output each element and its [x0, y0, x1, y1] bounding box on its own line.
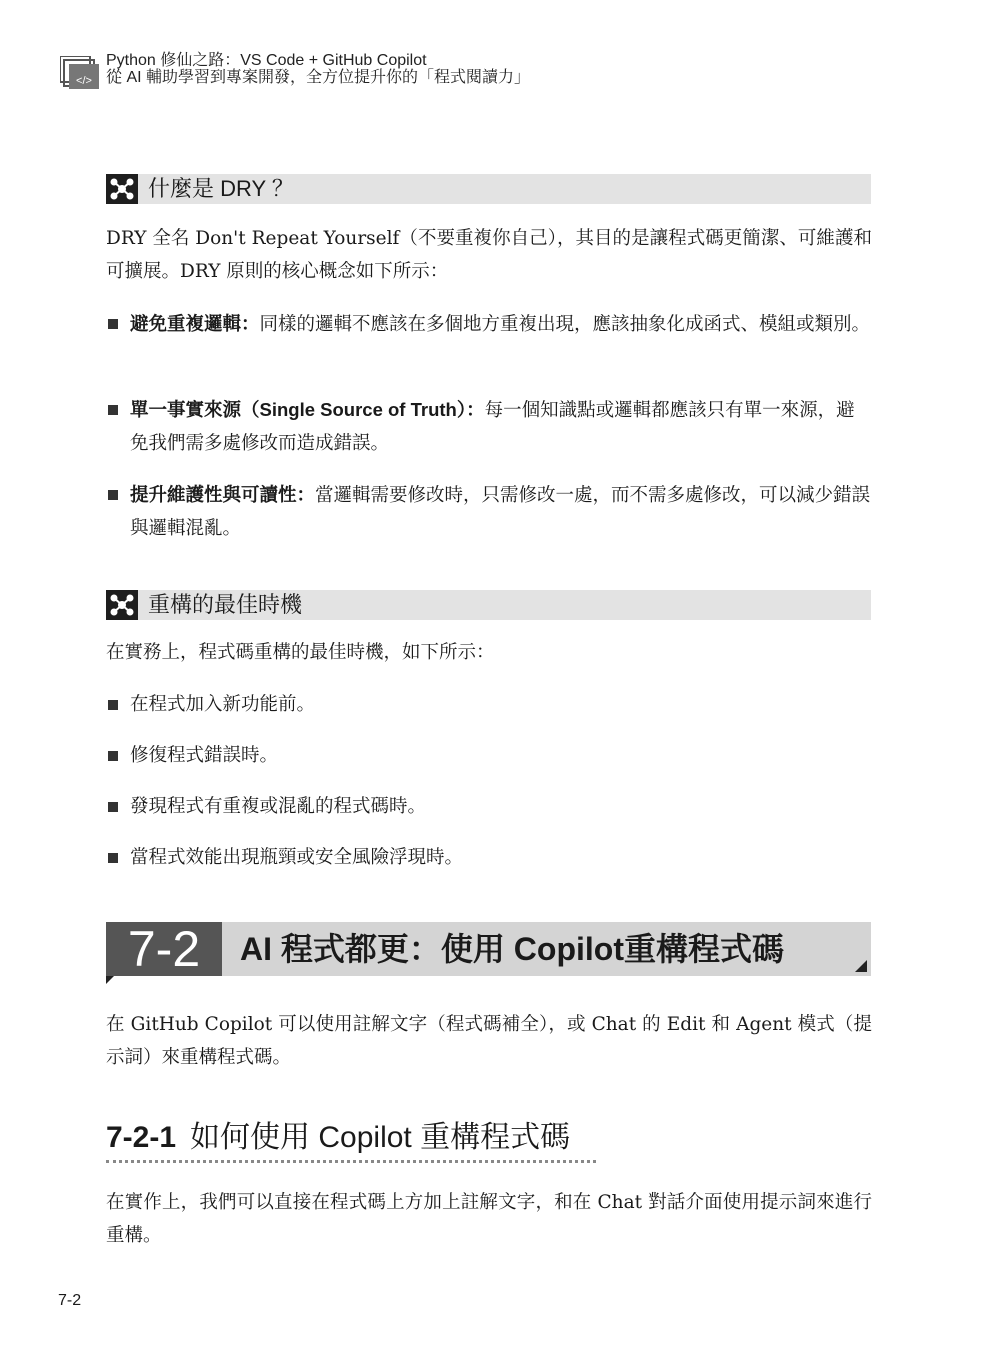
list-item [106, 478, 872, 545]
section-title: 重構的最佳時機 [148, 592, 303, 617]
svg-text:</>: </> [76, 75, 92, 87]
list-item [106, 739, 872, 772]
paragraph: 在 GitHub Copilot 可以使用註解文字（程式碼補全），或 Chat 的 Edit 和 Agent 模式（提示詞）來重構程式碼。 [106, 1014, 872, 1068]
list-item [106, 790, 872, 823]
dotted-divider [106, 1160, 596, 1163]
book-subtitle: 從 AI 輔助學習到專案開發，全方位提升你的「程式閱讀力」 [106, 69, 531, 86]
bullet-text: 修復程式錯誤時。 [130, 745, 279, 766]
bullet-term: 提升維護性與可讀性： [130, 484, 316, 505]
corner-triangle [106, 976, 114, 984]
list-item [106, 393, 872, 460]
bullet-term: 避免重複邏輯： [130, 313, 260, 334]
paragraph: DRY 全名 Don't Repeat Yourself（不要重複你自己），其目的是讓程式碼更簡潔、可維護和可擴展。DRY 原則的核心概念如下所示： [106, 228, 872, 282]
corner-triangle [855, 960, 867, 972]
paragraph: 在實作上，我們可以直接在程式碼上方加上註解文字，和在 Chat 對話介面使用提示詞來進行重構。 [106, 1192, 872, 1246]
bullet-text: 每一個知識點或邏輯都應該只有單一來源，避免我們需多處修改而造成錯誤。 [130, 400, 855, 454]
list-item [106, 688, 872, 721]
subsection-heading [106, 1118, 570, 1158]
bullet-text: 同樣的邏輯不應該在多個地方重複出現，應該抽象化成函式、模組或類別。 [259, 314, 871, 335]
book-title: Python 修仙之路：VS Code + GitHub Copilot [106, 52, 427, 69]
bullet-text: 當邏輯需要修改時，只需修改一處，而不需多處修改，可以減少錯誤與邏輯混亂。 [130, 485, 871, 539]
chapter-heading [106, 922, 871, 976]
bullet-text: 發現程式有重複或混亂的程式碼時。 [130, 796, 427, 817]
code-window-icon [60, 56, 100, 90]
chapter-number: 7-2 [106, 922, 222, 976]
section-title: 什麼是 DRY ？ [148, 176, 294, 201]
page-number: 7-2 [58, 1292, 82, 1309]
subsection-number: 7-2-1 [106, 1121, 177, 1154]
bullet-text: 在程式加入新功能前。 [130, 694, 316, 715]
section-heading-refactor-timing [106, 590, 871, 620]
network-icon [106, 174, 138, 204]
bullet-term: 單一事實來源（Single Source of Truth）： [130, 399, 485, 420]
paragraph: 在實務上，程式碼重構的最佳時機，如下所示： [106, 642, 495, 663]
subsection-title: 如何使用 Copilot 重構程式碼 [190, 1121, 571, 1154]
list-item [106, 307, 872, 341]
list-item [106, 841, 872, 874]
chapter-title: AI 程式都更：使用 Copilot重構程式碼 [240, 931, 784, 967]
section-heading-dry [106, 174, 871, 204]
network-icon [106, 590, 138, 620]
bullet-text: 當程式效能出現瓶頸或安全風險浮現時。 [130, 847, 464, 868]
